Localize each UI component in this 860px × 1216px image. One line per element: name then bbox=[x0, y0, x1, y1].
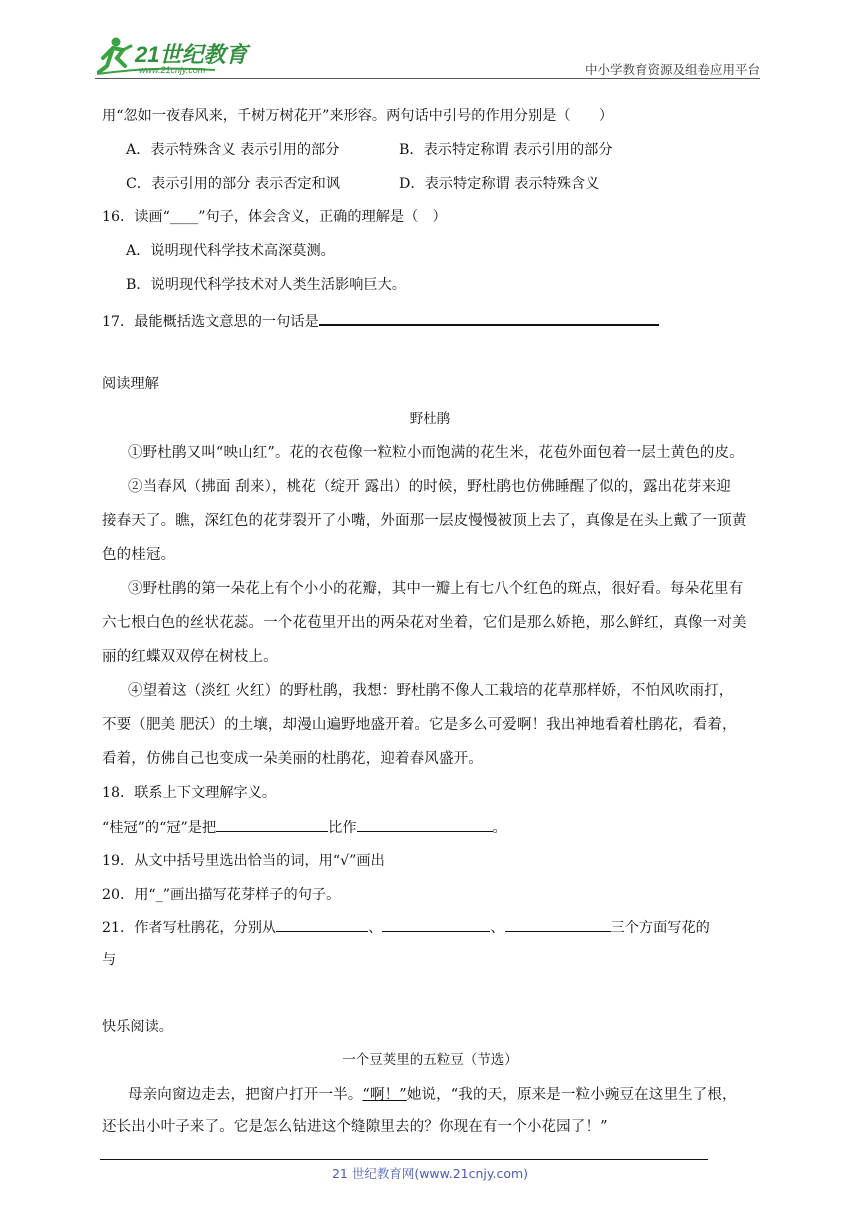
q16-option-b: B．说明现代科学技术对人类生活影响巨大。 bbox=[126, 277, 406, 293]
q21-sep-1: 、 bbox=[368, 920, 383, 936]
q15-stem: 用“忽如一夜春风来，千树万树花开”来形容。两句话中引号的作用分别是（ ） bbox=[102, 108, 614, 124]
q15-option-b: B．表示特定称谓 表示引用的部分 bbox=[399, 142, 613, 158]
q17-answer-blank[interactable] bbox=[319, 310, 659, 326]
passage1-p2-line2: 接春天了。瞧，深红色的花芽裂开了小嘴，外面那一层皮慢慢被顶上去了，真像是在头上戴了一顶黄 bbox=[102, 513, 747, 529]
q15-option-c: C．表示引用的部分 表示否定和讽 bbox=[126, 176, 340, 192]
passage2-title: 一个豆荚里的五粒豆（节选） bbox=[342, 1052, 518, 1068]
passage1-p1: ①野杜鹃又叫“映山红”。花的衣苞像一粒粒小而饱满的花生米，花苞外面包着一层土黄色的皮。 bbox=[128, 445, 744, 461]
footer-text[interactable]: 21 世纪教育网(www.21cnjy.com) bbox=[331, 1166, 529, 1181]
passage1-p2-line1: ②当春风（拂面 刮来），桃花（绽开 露出）的时候，野杜鹃也仿佛睡醒了似的，露出花芽来迎 bbox=[128, 479, 731, 495]
q21-continued: 与 bbox=[102, 952, 117, 968]
q18-part-b: 比作 bbox=[328, 820, 357, 836]
q16-option-a: A．说明现代科学技术高深莫测。 bbox=[126, 243, 335, 259]
q21-blank-1[interactable] bbox=[276, 917, 368, 932]
q20-stem: 20．用“_”画出描写花芽样子的句子。 bbox=[102, 887, 341, 903]
q21-sep-2: 、 bbox=[490, 920, 505, 936]
passage1-p3-line3: 丽的红蝶双双停在树枝上。 bbox=[102, 649, 278, 665]
q18-blank-1[interactable] bbox=[216, 817, 328, 832]
passage1-p3-line1: ③野杜鹃的第一朵花上有个小小的花瓣，其中一瓣上有七八个红色的斑点，很好看。每朵花里有 bbox=[128, 581, 744, 597]
q18-blank-2[interactable] bbox=[357, 817, 493, 832]
logo-url: www.21cnjy.com bbox=[139, 65, 206, 75]
q21-line bbox=[102, 917, 710, 938]
passage2-p1-line1 bbox=[128, 1085, 737, 1105]
passage1-p4-line1: ④望着这（淡红 火红）的野杜鹃，我想：野杜鹃不像人工栽培的花草那样娇，不怕风吹雨打， bbox=[128, 683, 734, 699]
q18-part-a: “桂冠”的“冠”是把 bbox=[102, 820, 217, 836]
q19-stem: 19．从文中括号里选出恰当的词，用“√”画出 bbox=[102, 853, 385, 869]
logo-21cnjy bbox=[95, 36, 265, 76]
page-header bbox=[95, 36, 760, 80]
q18-stem: 18．联系上下文理解字义。 bbox=[102, 785, 277, 801]
q15-option-d: D．表示特定称谓 表示特殊含义 bbox=[399, 176, 600, 192]
q16-stem: 16．读画“____”句子，体会含义，正确的理解是（ ） bbox=[102, 209, 447, 225]
passage1-p4-line3: 看着，仿佛自己也变成一朵美丽的杜鹃花，迎着春风盛开。 bbox=[102, 751, 483, 767]
passage2-p1-a: 母亲向窗边走去，把窗户打开一半。 bbox=[128, 1087, 363, 1103]
footer-divider bbox=[100, 1159, 708, 1160]
platform-name: 中小学教育资源及组卷应用平台 bbox=[584, 62, 760, 77]
q18-line bbox=[102, 817, 507, 838]
passage1-p4-line2: 不要（肥美 肥沃）的土壤，却漫山遍野地盛开着。它是多么可爱啊！我出神地看着杜鹃花，看着， bbox=[102, 717, 737, 733]
logo-text: 21世纪教育 bbox=[135, 42, 248, 67]
q21-part-a: 21．作者写杜鹃花，分别从 bbox=[102, 920, 277, 936]
passage1-title: 野杜鹃 bbox=[409, 411, 451, 427]
passage1-p3-line2: 六七根白色的丝状花蕊。一个花苞里开出的两朵花对坐着，它们是那么娇艳，那么鲜红，真像一对美 bbox=[102, 615, 747, 631]
header-divider bbox=[95, 78, 760, 79]
section1-heading: 阅读理解 bbox=[102, 376, 159, 392]
q18-part-c: 。 bbox=[492, 820, 507, 836]
section2-heading: 快乐阅读。 bbox=[102, 1019, 173, 1035]
passage2-p1-b: 她说，“我的天，原来是一粒小豌豆在这里生了根， bbox=[406, 1087, 737, 1103]
q15-option-a: A．表示特殊含义 表示引用的部分 bbox=[126, 142, 340, 158]
q17-stem: 17．最能概括选文意思的一句话是 bbox=[102, 314, 319, 330]
passage2-p1-underlined: “啊！” bbox=[362, 1087, 407, 1103]
q21-blank-3[interactable] bbox=[505, 917, 611, 932]
passage1-p2-line3: 色的桂冠。 bbox=[102, 547, 176, 563]
q17-line bbox=[102, 310, 659, 332]
q21-part-b: 三个方面写花的 bbox=[610, 920, 710, 936]
q21-blank-2[interactable] bbox=[382, 917, 490, 932]
passage2-p1-line2: 还长出小叶子来了。它是怎么钻进这个缝隙里去的？你现在有一个小花园了！” bbox=[102, 1119, 608, 1135]
